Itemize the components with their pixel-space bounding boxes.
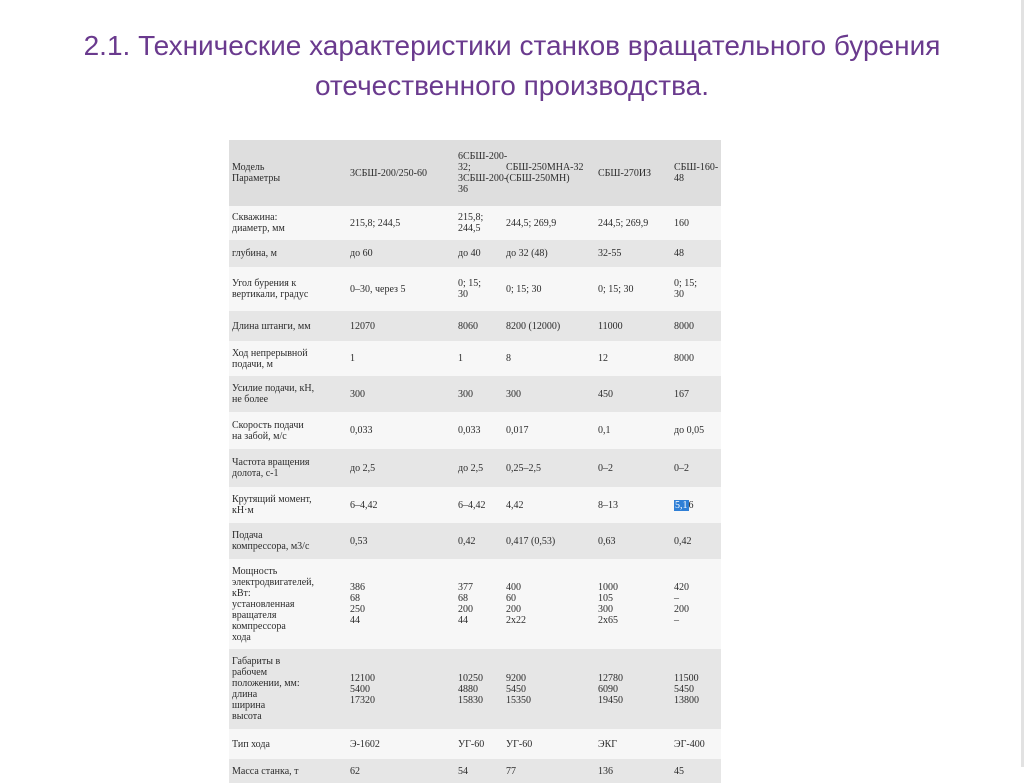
value-cell: 0; 15; 30 [455, 267, 503, 311]
value-cell: 8 [503, 341, 595, 376]
column-header: СБШ-250МНА-32 (СБШ-250МН) [503, 140, 595, 206]
value-cell: 12780 6090 19450 [595, 649, 671, 729]
table-header-row [229, 140, 721, 206]
value-cell: 1 [455, 341, 503, 376]
value-cell: 0–2 [671, 449, 721, 487]
value-cell: 160 [671, 206, 721, 240]
parameter-cell: Усилие подачи, кН, не более [229, 376, 347, 412]
table-row [229, 240, 721, 267]
table-row [229, 487, 721, 523]
parameter-cell: Габариты в рабочем положении, мм: длина ширина высота [229, 649, 347, 729]
value-cell: 8–13 [595, 487, 671, 523]
value-cell: 77 [503, 759, 595, 783]
value-cell: 11000 [595, 311, 671, 341]
value-cell: до 0,05 [671, 412, 721, 449]
value-remainder: 6 [688, 499, 694, 511]
parameter-cell: глубина, м [229, 240, 347, 267]
value-cell: 6–4,42 [455, 487, 503, 523]
value-cell: 1 [347, 341, 455, 376]
value-cell: 420 – 200 – [671, 559, 721, 649]
value-cell: до 32 (48) [503, 240, 595, 267]
table-row [229, 449, 721, 487]
table-row [229, 311, 721, 341]
value-cell: 0,42 [455, 523, 503, 559]
value-cell: УГ-60 [503, 729, 595, 759]
value-cell: 12 [595, 341, 671, 376]
value-cell: 300 [503, 376, 595, 412]
column-header: СБШ-160-48 [671, 140, 721, 206]
value-cell: до 2,5 [455, 449, 503, 487]
value-cell: ЭКГ [595, 729, 671, 759]
value-cell: 215,8; 244,5 [455, 206, 503, 240]
parameter-cell: Скорость подачи на забой, м/с [229, 412, 347, 449]
value-cell: 62 [347, 759, 455, 783]
spec-table-image [229, 140, 721, 777]
value-cell: 0,017 [503, 412, 595, 449]
column-header: СБШ-270ИЗ [595, 140, 671, 206]
value-cell: 0,417 (0,53) [503, 523, 595, 559]
value-cell: 244,5; 269,9 [595, 206, 671, 240]
text-selection-highlight: 5,1 [675, 499, 688, 511]
value-cell: 8060 [455, 311, 503, 341]
value-cell: 0,1 [595, 412, 671, 449]
value-cell: 0–2 [595, 449, 671, 487]
value-cell: 167 [671, 376, 721, 412]
parameter-cell: Частота вращения долота, с-1 [229, 449, 347, 487]
spec-table [229, 140, 721, 783]
table-row [229, 412, 721, 449]
value-cell: 0; 15; 30 [671, 267, 721, 311]
value-cell: 0,033 [347, 412, 455, 449]
value-cell: 0,53 [347, 523, 455, 559]
parameter-cell: Крутящий момент, кН·м [229, 487, 347, 523]
value-cell: 9200 5450 15350 [503, 649, 595, 729]
table-row [229, 523, 721, 559]
value-cell: до 40 [455, 240, 503, 267]
value-cell: 0,42 [671, 523, 721, 559]
column-header: 3СБШ-200/250-60 [347, 140, 455, 206]
value-cell: 400 60 200 2х22 [503, 559, 595, 649]
table-row [229, 341, 721, 376]
value-cell: 244,5; 269,9 [503, 206, 595, 240]
value-cell: 0,033 [455, 412, 503, 449]
value-cell: 8200 (12000) [503, 311, 595, 341]
value-cell: 45 [671, 759, 721, 783]
column-header: Модель Параметры [229, 140, 347, 206]
value-cell [671, 487, 721, 523]
value-cell: до 60 [347, 240, 455, 267]
value-cell: 11500 5450 13800 [671, 649, 721, 729]
value-cell: 1000 105 300 2х65 [595, 559, 671, 649]
parameter-cell: Длина штанги, мм [229, 311, 347, 341]
value-cell: УГ-60 [455, 729, 503, 759]
value-cell: 450 [595, 376, 671, 412]
value-cell: 215,8; 244,5 [347, 206, 455, 240]
parameter-cell: Угол бурения к вертикали, градус [229, 267, 347, 311]
slide-title: 2.1. Технические характеристики станков вращательного бурения отечественного производства. [83, 30, 941, 101]
value-cell: 6–4,42 [347, 487, 455, 523]
parameter-cell: Тип хода [229, 729, 347, 759]
value-cell: 300 [347, 376, 455, 412]
table-row [229, 206, 721, 240]
value-cell: 0,25–2,5 [503, 449, 595, 487]
parameter-cell: Подача компрессора, м3/с [229, 523, 347, 559]
parameter-cell: Ход непрерывной подачи, м [229, 341, 347, 376]
value-cell: 10250 4880 15830 [455, 649, 503, 729]
value-cell: 32-55 [595, 240, 671, 267]
value-cell: 0; 15; 30 [595, 267, 671, 311]
value-cell: 8000 [671, 341, 721, 376]
parameter-cell: Мощность электродвигателей, кВт: установленная вращателя компрессора хода [229, 559, 347, 649]
value-cell: 4,42 [503, 487, 595, 523]
table-row [229, 267, 721, 311]
value-cell: 48 [671, 240, 721, 267]
table-row [229, 759, 721, 783]
table-row [229, 559, 721, 649]
value-cell: до 2,5 [347, 449, 455, 487]
value-cell: 54 [455, 759, 503, 783]
parameter-cell: Скважина: диаметр, мм [229, 206, 347, 240]
parameter-cell: Масса станка, т [229, 759, 347, 783]
value-cell: 136 [595, 759, 671, 783]
value-cell: 12070 [347, 311, 455, 341]
column-header: 6СБШ-200-32; 3СБШ-200-36 [455, 140, 503, 206]
value-cell: 12100 5400 17320 [347, 649, 455, 729]
table-row [229, 649, 721, 729]
value-cell: 377 68 200 44 [455, 559, 503, 649]
value-cell: 0–30, через 5 [347, 267, 455, 311]
value-cell: ЭГ-400 [671, 729, 721, 759]
value-cell: 0,63 [595, 523, 671, 559]
value-cell: 300 [455, 376, 503, 412]
table-row [229, 729, 721, 759]
value-cell: Э-1602 [347, 729, 455, 759]
value-cell: 0; 15; 30 [503, 267, 595, 311]
value-cell: 386 68 250 44 [347, 559, 455, 649]
table-row [229, 376, 721, 412]
value-cell: 8000 [671, 311, 721, 341]
